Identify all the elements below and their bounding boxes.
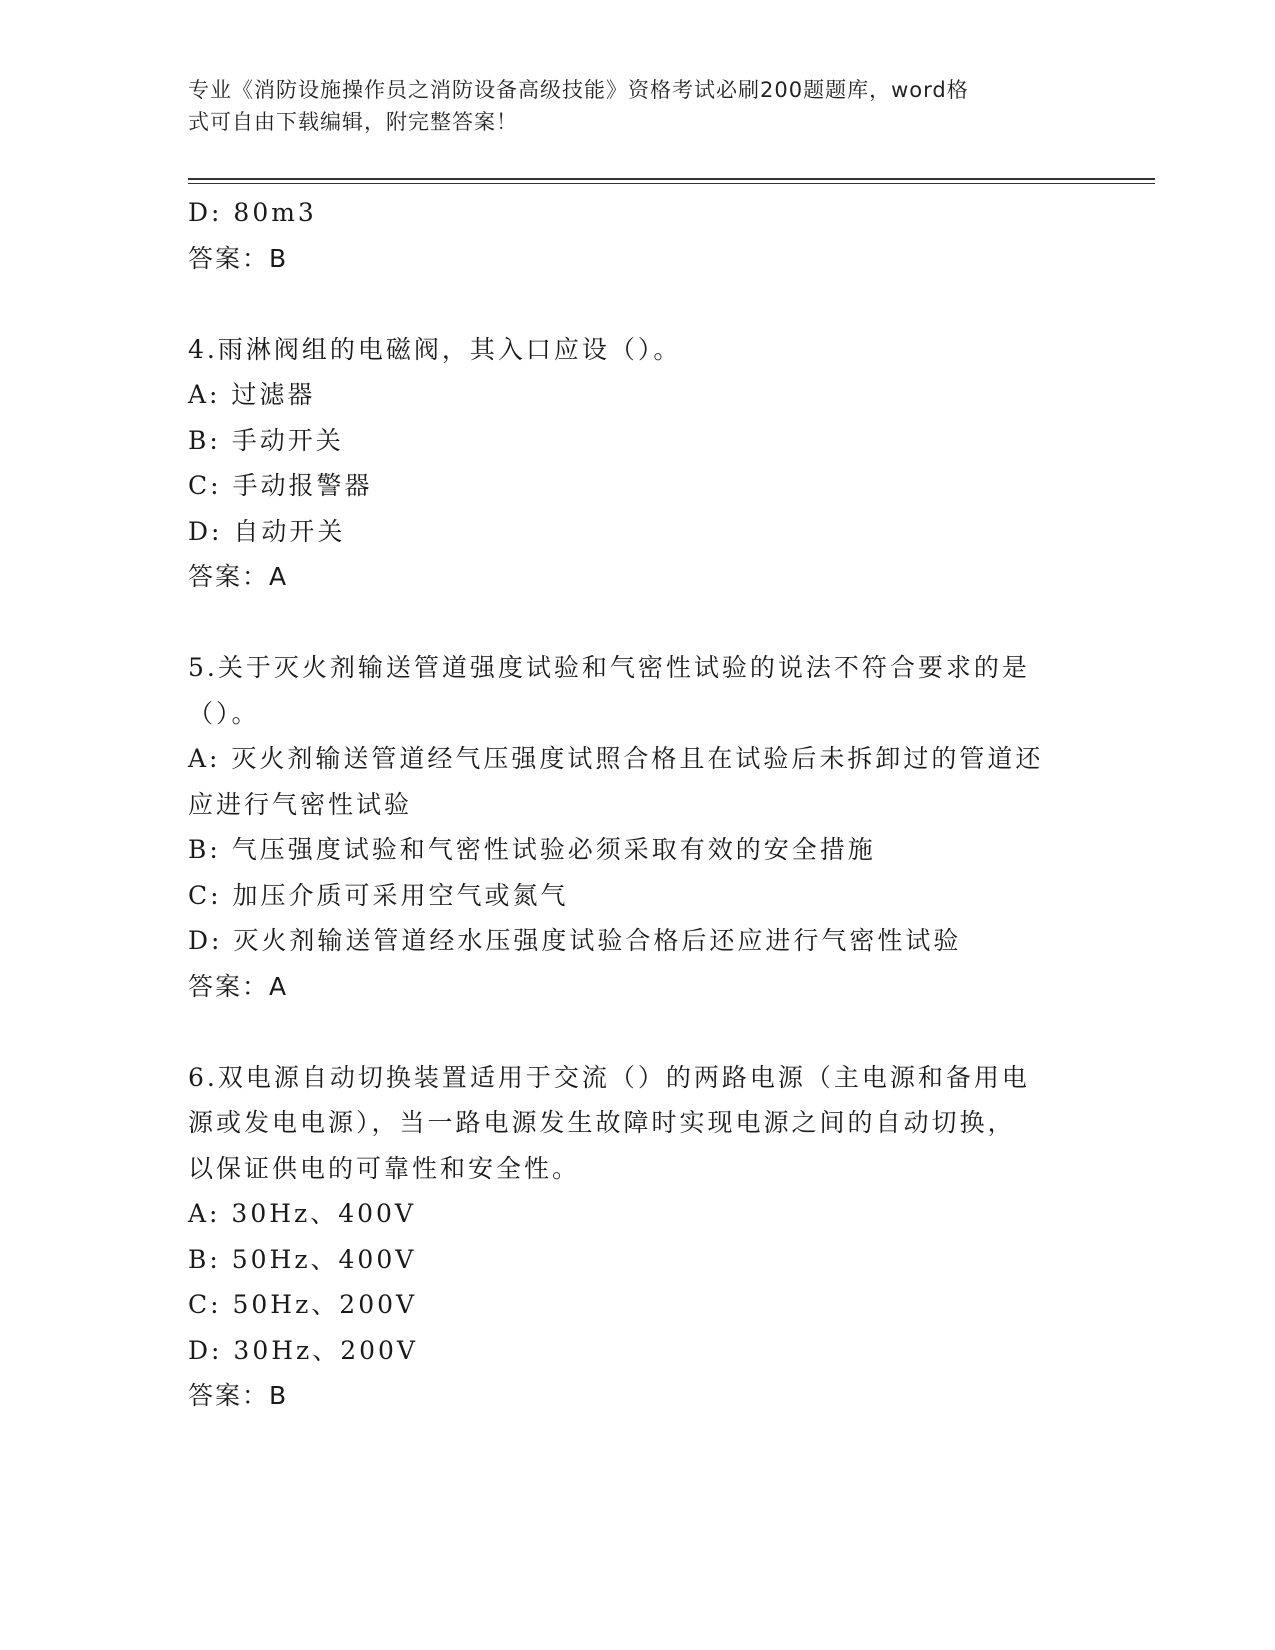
question-text-continued: 源或发电电源），当一路电源发生故障时实现电源之间的自动切换，	[188, 1108, 1016, 1137]
option-a: A: 30Hz、400V	[188, 1199, 416, 1228]
option-d: D: 自动开关	[188, 516, 346, 546]
question-text-continued: （）。	[188, 698, 260, 728]
option-c: C: 50Hz、200V	[188, 1290, 418, 1319]
option-a-continued: 应进行气密性试验	[188, 789, 413, 819]
header-line-2: 式可自由下载编辑，附完整答案！	[188, 110, 518, 134]
option-b: B: 50Hz、400V	[188, 1244, 417, 1274]
document-body	[188, 190, 1088, 1419]
question-6	[188, 1055, 1088, 1419]
answer: 答案：A	[188, 562, 289, 591]
option-d: D: 灭火剂输送管道经水压强度试验合格后还应进行气密性试验	[188, 926, 962, 955]
answer: 答案：B	[188, 243, 289, 273]
header-divider-thin	[188, 183, 1155, 184]
option-a: A: 过滤器	[188, 380, 316, 409]
page-header	[188, 74, 1068, 138]
spacer	[188, 1009, 1088, 1055]
header-line-1: 专业《消防设施操作员之消防设备高级技能》资格考试必刷200题题库，word格	[188, 78, 969, 102]
answer: 答案：B	[188, 1381, 289, 1410]
spacer	[188, 281, 1088, 327]
spacer	[188, 600, 1088, 646]
question-text: 5.关于灭火剂输送管道强度试验和气密性试验的说法不符合要求的是	[188, 653, 1030, 682]
option-d: D: 30Hz、200V	[188, 1335, 418, 1365]
question-text: 6.双电源自动切换装置适用于交流（）的两路电源（主电源和备用电	[188, 1062, 1030, 1092]
question-4	[188, 327, 1088, 600]
question-3-tail	[188, 190, 1088, 281]
question-text-continued: 以保证供电的可靠性和安全性。	[188, 1153, 581, 1183]
option-c: C: 手动报警器	[188, 471, 373, 500]
answer: 答案：A	[188, 971, 289, 1001]
option-c: C: 加压介质可采用空气或氮气	[188, 880, 569, 910]
header-divider-thick	[188, 178, 1155, 180]
question-5	[188, 645, 1088, 1009]
option-b: B: 气压强度试验和气密性试验必须采取有效的安全措施	[188, 835, 876, 864]
question-text: 4.雨淋阀组的电磁阀，其入口应设（）。	[188, 334, 682, 364]
option-a: A: 灭火剂输送管道经气压强度试照合格且在试验后未拆卸过的管道还	[188, 744, 1044, 773]
option-d: D: 80m3	[188, 198, 317, 227]
option-b: B: 手动开关	[188, 425, 344, 455]
